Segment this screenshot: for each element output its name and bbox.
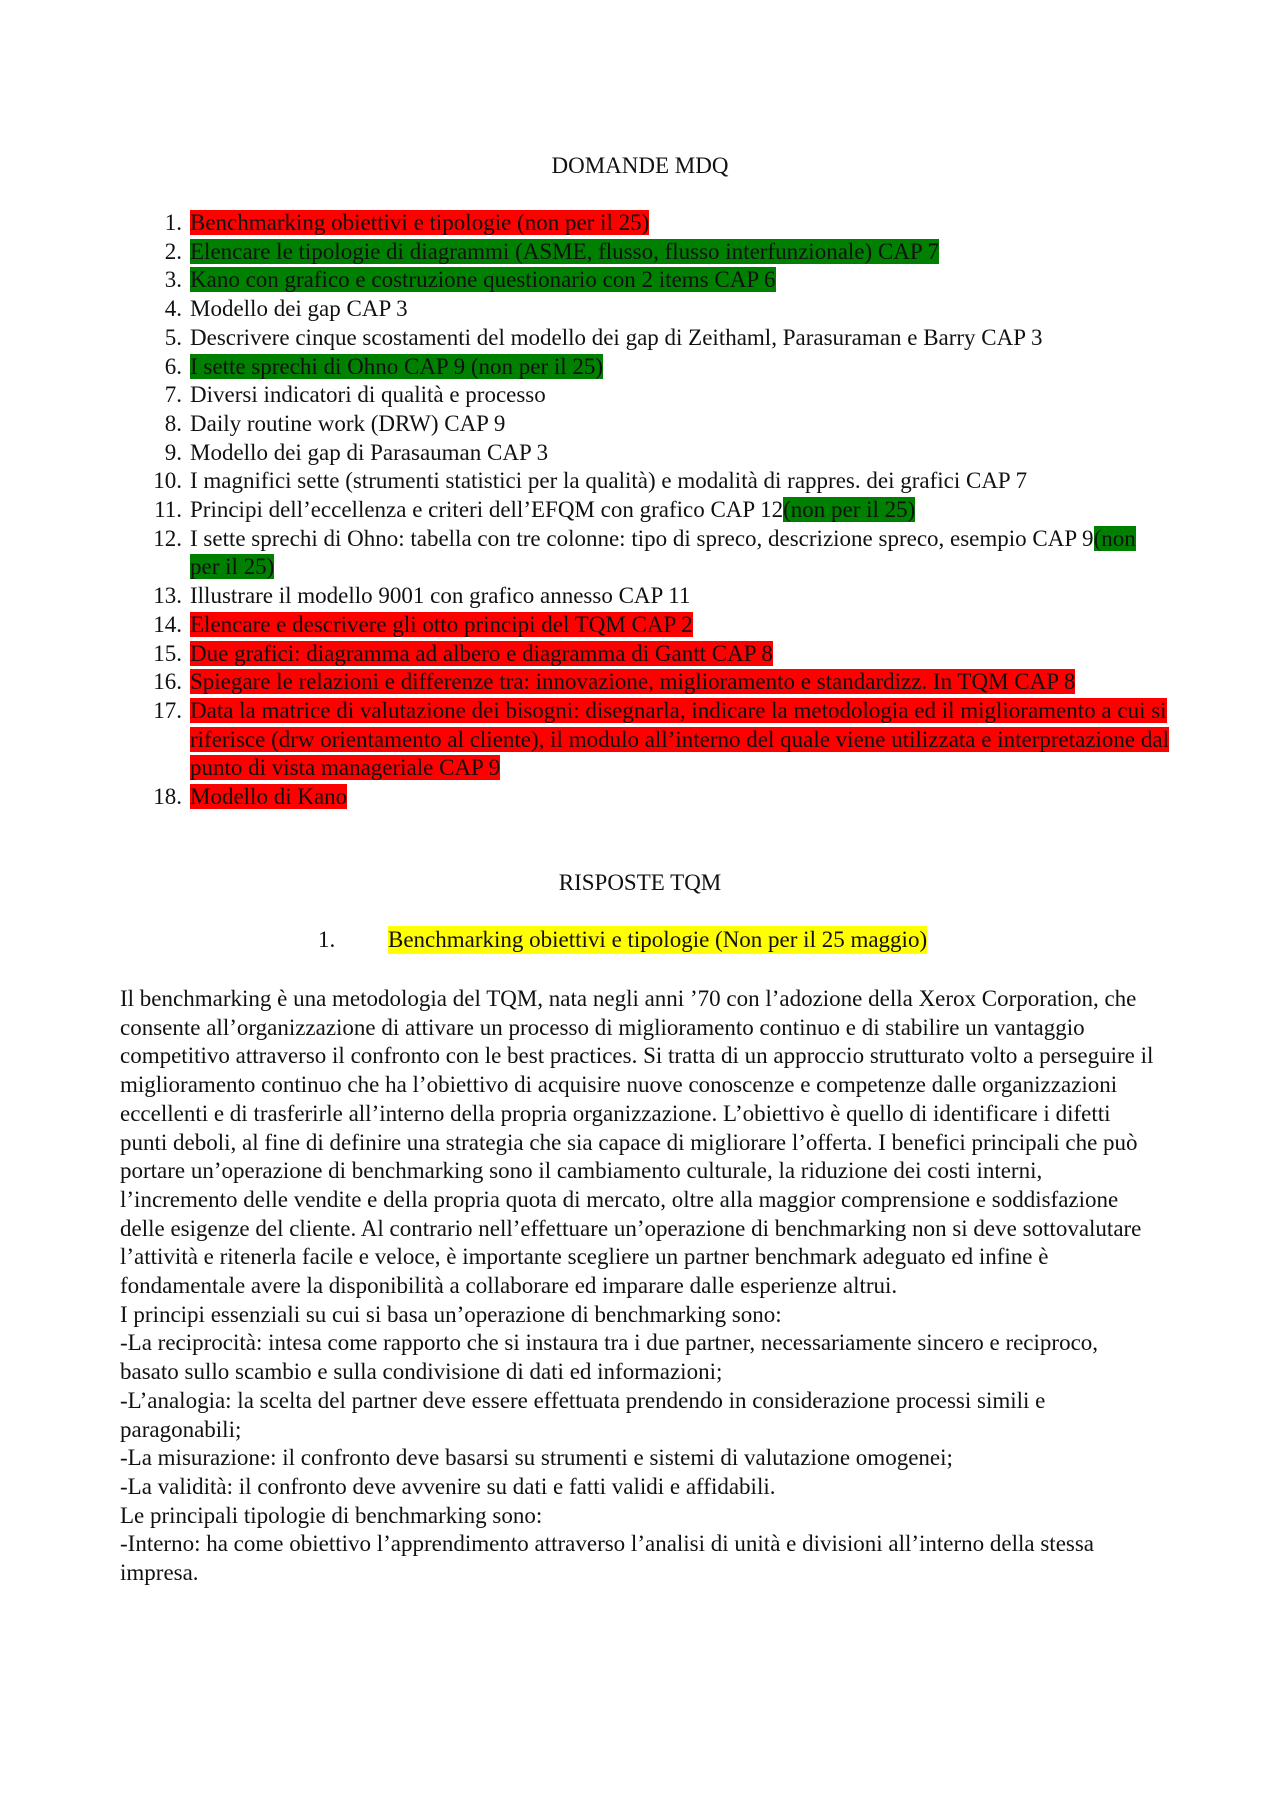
answer-paragraph: Le principali tipologie di benchmarking sono: [120, 1502, 543, 1528]
question-number: 14. [153, 611, 182, 637]
question-item [150, 697, 1170, 783]
question-text: Descrivere cinque scostamenti del modello dei gap di Zeithaml, Parasuraman e Barry CAP 3 [190, 324, 1043, 350]
question-text: Principi dell’eccellenza e criteri dell’EFQM con grafico CAP 12 [190, 497, 784, 523]
question-number: 13. [153, 583, 182, 609]
question-text: Kano con grafico e costruzione questionario con 2 items CAP 6 [190, 267, 776, 293]
question-number: 7. [164, 382, 182, 408]
question-text: Illustrare il modello 9001 con grafico annesso CAP 11 [190, 583, 691, 609]
question-number: 11. [154, 497, 182, 523]
question-item [150, 381, 1170, 410]
answer-paragraph: -La reciprocità: intesa come rapporto che si instaura tra i due partner, necessariamente sincero e reciproco, basato sullo scambio e sulla condivisione di dati ed informazioni; [120, 1330, 1099, 1385]
question-number: 2. [164, 238, 182, 264]
questions-title: DOMANDE MDQ [551, 153, 729, 178]
question-text: Elencare e descrivere gli otto principi del TQM CAP 2 [190, 611, 693, 637]
question-item [150, 582, 1170, 611]
question-text: Spiegare le relazioni e differenze tra: innovazione, miglioramento e standardizz. In TQM CAP 8 [190, 669, 1076, 695]
question-number: 8. [164, 410, 182, 436]
answer-paragraph: -L’analogia: la scelta del partner deve essere effettuata prendendo in considerazione processi simili e paragonabili; [120, 1387, 1046, 1442]
answers-title: RISPOSTE TQM [558, 870, 722, 895]
question-number: 18. [153, 784, 182, 810]
question-text: Modello dei gap CAP 3 [190, 296, 408, 322]
question-item [150, 783, 1170, 812]
question-item [150, 439, 1170, 468]
question-item [150, 525, 1170, 582]
question-item [150, 410, 1170, 439]
answer-heading-number: 1. [318, 927, 336, 952]
question-number: 4. [164, 296, 182, 322]
question-text: (non per il 25) [190, 525, 1136, 580]
question-item [150, 238, 1170, 267]
question-text: Diversi indicatori di qualità e processo [190, 382, 546, 408]
question-number: 10. [153, 468, 182, 494]
question-number: 6. [164, 353, 182, 379]
question-item [150, 324, 1170, 353]
question-item [150, 353, 1170, 382]
question-text: Data la matrice di valutazione dei bisogni: disegnarla, indicare la metodologia ed il miglioramento a cui si riferisce (drw orientamento al cliente), il modulo all’interno del quale viene utilizzata e interpretazione dal punto di vista manageriale CAP 9 [190, 697, 1169, 781]
question-item [150, 640, 1170, 669]
question-text: Daily routine work (DRW) CAP 9 [190, 410, 506, 436]
question-number: 15. [153, 640, 182, 666]
question-number: 12. [153, 525, 182, 551]
answer-paragraph: -La validità: il confronto deve avvenire su dati e fatti validi e affidabili. [120, 1473, 776, 1499]
question-item [150, 611, 1170, 640]
question-number: 16. [153, 669, 182, 695]
question-item [150, 209, 1170, 238]
question-number: 3. [164, 267, 182, 293]
question-number: 17. [153, 697, 182, 723]
question-item [150, 496, 1170, 525]
question-text: I sette sprechi di Ohno: tabella con tre colonne: tipo di spreco, descrizione spreco, esempio CAP 9 [190, 525, 1094, 551]
answer-paragraph: -Interno: ha come obiettivo l’apprendimento attraverso l’analisi di unità e divisioni all’interno della stessa impresa. [120, 1531, 1095, 1586]
question-number: 9. [164, 439, 182, 465]
question-number: 1. [164, 210, 182, 235]
question-number: 5. [164, 324, 182, 350]
question-text: I sette sprechi di Ohno CAP 9 (non per il 25) [190, 353, 604, 379]
answer-paragraph: I principi essenziali su cui si basa un’operazione di benchmarking sono: [120, 1301, 782, 1327]
questions-list [150, 209, 1170, 812]
answer-paragraph: -La misurazione: il confronto deve basarsi su strumenti e sistemi di valutazione omogenei; [120, 1445, 953, 1471]
question-text: Elencare le tipologie di diagrammi (ASME, flusso, flusso interfunzionale) CAP 7 [190, 238, 940, 264]
question-item [150, 266, 1170, 295]
question-text: I magnifici sette (strumenti statistici per la qualità) e modalità di rappres. dei grafici CAP 7 [190, 468, 1028, 494]
question-item [150, 467, 1170, 496]
question-text: Modello di Kano [190, 784, 348, 810]
question-item [150, 668, 1170, 697]
question-text: Benchmarking obiettivi e tipologie (non per il 25) [190, 210, 650, 235]
answer-body [120, 985, 1160, 1588]
question-text: (non per il 25) [783, 497, 916, 523]
question-item [150, 295, 1170, 324]
question-text: Modello dei gap di Parasauman CAP 3 [190, 439, 549, 465]
answer-heading-text: Benchmarking obiettivi e tipologie (Non per il 25 maggio) [388, 927, 928, 952]
answer-paragraph: Il benchmarking è una metodologia del TQM, nata negli anni ’70 con l’adozione della Xerox Corporation, che consente all’organizzazione di attivare un processo di miglioramento continuo e di stabilire un vantaggio competitivo attraverso il confronto con le best practices. Si tratta di un approccio strutturato volto a perseguire il miglioramento continuo che ha l’obiettivo di acquisire nuove conoscenze e competenze dalle organizzazioni eccellenti e di trasferirle all’interno della propria organizzazione. L’obiettivo è quello di identificare i difetti punti deboli, al fine di definire una strategia che sia capace di migliorare l’offerta. I benefici principali che può portare un’operazione di benchmarking sono il cambiamento culturale, la riduzione dei costi interni, l’incremento delle vendite e della propria quota di mercato, oltre alla maggior comprensione e soddisfazione delle esigenze del cliente. Al contrario nell’effettuare un’operazione di benchmarking non si deve sottovalutare l’attività e ritenerla facile e veloce, è importante scegliere un partner benchmark adeguato ed infine è fondamentale avere la disponibilità a collaborare ed imparare dalle esperienze altrui. [120, 986, 1154, 1299]
question-text: Due grafici: diagramma ad albero e diagramma di Gantt CAP 8 [190, 640, 773, 666]
